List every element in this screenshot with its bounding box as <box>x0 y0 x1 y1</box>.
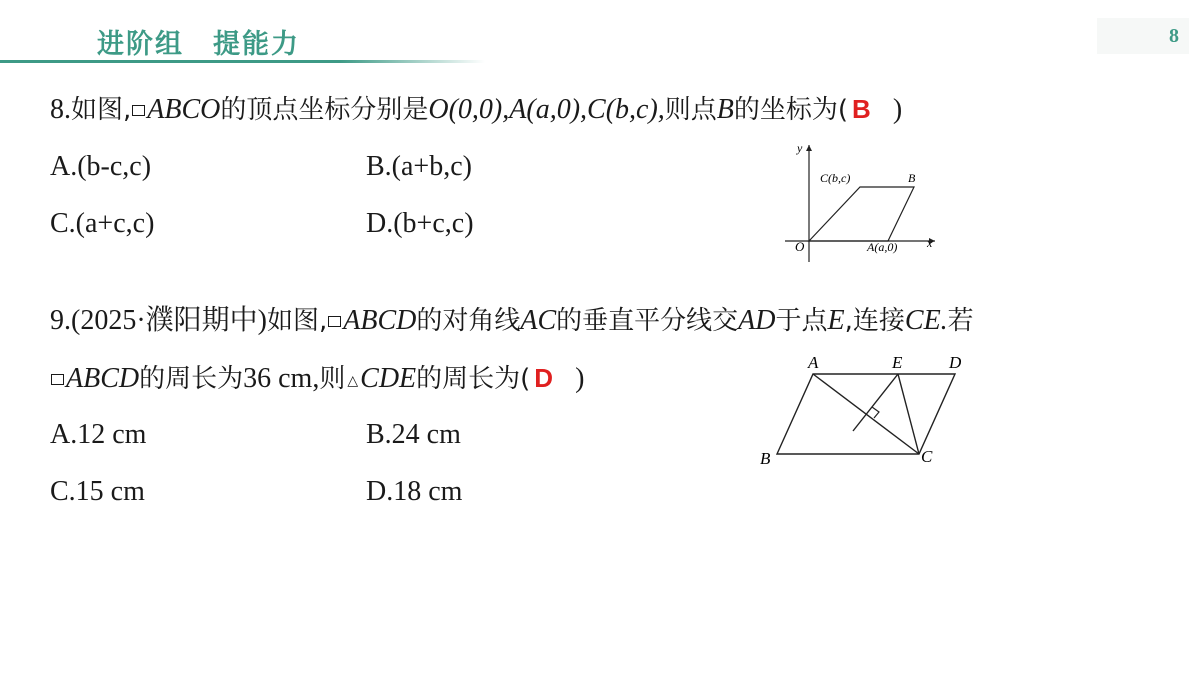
label-y: y <box>797 141 803 155</box>
q8-option-c: C.(a+c,c) <box>50 208 155 239</box>
page-number: 8 <box>1097 18 1189 54</box>
q9-option-c: C.15 cm <box>50 476 145 507</box>
label-E: E <box>892 353 903 372</box>
label-C: C(b,c) <box>820 171 851 185</box>
label-B: B <box>760 449 771 468</box>
question-9-stem-line2: ABCD的周长为36 cm,则 △CDE的周长为( D ) <box>50 361 584 398</box>
header-divider <box>0 60 485 63</box>
label-B: B <box>908 171 916 185</box>
q8-diagram <box>780 138 945 263</box>
question-8-stem: 8.如图, ABCO的顶点坐标分别是O(0,0),A(a,0),C(b,c),则点B的坐标为( B ) <box>50 94 903 125</box>
question-9-stem-line1: 9.(2025·濮阳期中)如图, ABCD的对角线AC的垂直平分线交AD于点E,连接CE.若 <box>50 305 974 336</box>
parallelogram-symbol <box>51 374 64 385</box>
label-x: x <box>927 236 933 250</box>
q8-option-b: B.(a+b,c) <box>366 151 472 182</box>
q8-option-d: D.(b+c,c) <box>366 208 474 239</box>
label-C: C <box>921 447 933 466</box>
q9-diagram <box>755 348 985 473</box>
parallelogram-symbol <box>132 105 145 116</box>
q9-option-d: D.18 cm <box>366 476 463 507</box>
label-O: O <box>795 239 805 254</box>
label-D: D <box>949 353 962 372</box>
answer-8: B <box>852 94 871 124</box>
q9-option-a: A.12 cm <box>50 419 147 450</box>
triangle-symbol: △ <box>347 372 359 389</box>
label-A: A <box>808 353 819 372</box>
parallelogram-symbol <box>328 316 341 327</box>
section-title: 进阶组 提能力 <box>97 29 300 60</box>
q9-option-b: B.24 cm <box>366 419 461 450</box>
label-A: A(a,0) <box>867 240 898 254</box>
answer-9: D <box>534 363 554 393</box>
q8-option-a: A.(b-c,c) <box>50 151 152 182</box>
